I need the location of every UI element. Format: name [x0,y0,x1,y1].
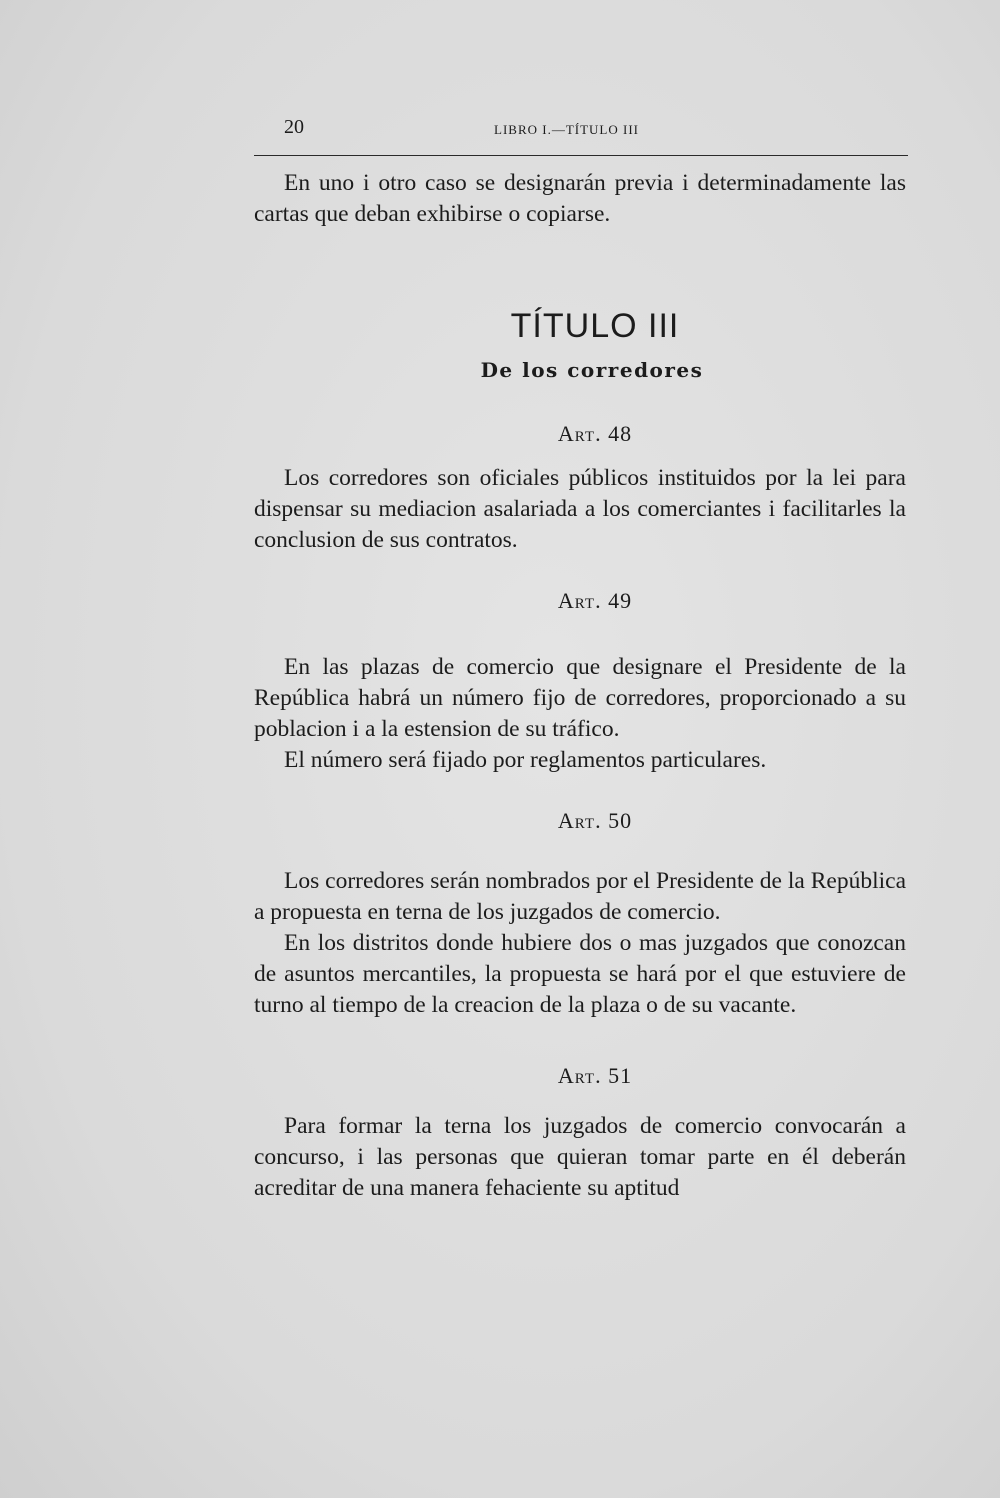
chapter-subtitle: De los corredores [480,358,704,382]
article-paragraph: El número será fijado por reglamentos particulares. [284,747,767,773]
article-paragraph: Los corredores son oficiales públicos instituidos por la lei para dispensar su mediacion asalariada a los comerciantes i facilitarles la conclusion de sus contratos. [254,465,906,553]
running-head: LIBRO I.—TÍTULO III [494,122,639,137]
article-paragraph: En las plazas de comercio que designare el Presidente de la República habrá un número fijo de corredores, proporcionado a su poblacion i a la estension de su tráfico. [254,654,906,742]
article-heading: Art. 49 [557,588,633,613]
article-heading: Art. 51 [557,1063,633,1088]
header-rule [254,155,908,156]
page-number: 20 [284,116,304,138]
article-heading: Art. 48 [557,421,633,446]
chapter-title: TÍTULO III [510,307,680,345]
intro-paragraph: En uno i otro caso se designarán previa i determinadamente las cartas que deban exhibirse o copiarse. [254,170,906,227]
page-header [254,116,908,148]
article-paragraph: Los corredores serán nombrados por el Presidente de la República a propuesta en terna de los juzgados de comercio. [254,868,906,925]
article-paragraph: En los distritos donde hubiere dos o mas juzgados que conozcan de asuntos mercantiles, la propuesta se hará por el que estuviere de turno al tiempo de la creacion de la plaza o de su vacante. [254,930,906,1018]
article-heading: Art. 50 [557,808,633,833]
article-paragraph: Para formar la terna los juzgados de comercio convocarán a concurso, i las personas que quieran tomar parte en él deberán acreditar de una manera fehaciente su aptitud [254,1113,906,1201]
page-body [254,168,906,1204]
